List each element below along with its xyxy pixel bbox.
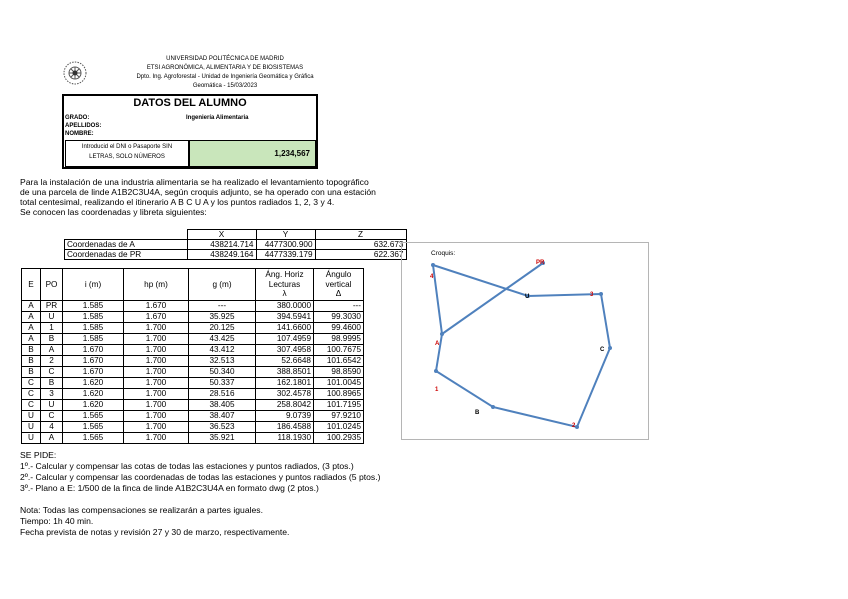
horiz-line-1: Áng. Horiz [265,270,304,280]
coord-x: 438214.714 [187,240,256,250]
col-header-po: PO [41,269,63,301]
coord-label: Coordenadas de PR [65,250,188,260]
cell-station: U [22,422,41,433]
table-row [22,389,364,400]
coord-x: 438249.164 [187,250,256,260]
cell-station: B [22,345,41,356]
note-time: Tiempo: 1h 40 min. [20,516,94,526]
cell-prism-height: 1.700 [124,411,189,422]
horiz-line-3: λ [282,289,287,299]
label-4: 4 [430,274,434,280]
table-row [22,301,364,312]
cell-vertical-angle: 99.3030 [314,312,364,323]
student-data-box [62,94,318,169]
table-row [22,312,364,323]
table-row [22,422,364,433]
cell-instrument-height: 1.585 [63,323,124,334]
survey-table [21,268,364,444]
cell-point: C [41,411,63,422]
col-header-e: E [22,269,41,301]
note-dates: Fecha prevista de notas y revisión 27 y 30 de marzo, respectivamente. [20,527,290,537]
cell-point: 1 [41,323,63,334]
cell-distance: 38.405 [189,400,256,411]
col-header-vertical-angle [314,269,364,301]
cell-prism-height: 1.700 [124,422,189,433]
cell-instrument-height: 1.620 [63,389,124,400]
table-row [22,433,364,444]
cell-instrument-height: 1.565 [63,422,124,433]
label-pr: PR [536,260,545,266]
point-c-marker [608,346,612,350]
vert-line-1: Ángulo [325,270,352,280]
coord-label: Coordenadas de A [65,240,188,250]
cell-vertical-angle: 97.9210 [314,411,364,422]
table-row [22,378,364,389]
cell-point: A [41,345,63,356]
cell-instrument-height: 1.620 [63,378,124,389]
nombre-label: NOMBRE: [65,131,94,137]
col-header-g: g (m) [189,269,256,301]
dni-label-line-1: Introducid el DNI o Pasaporte SIN [81,144,173,150]
task-3: 3º.- Plano a E: 1/500 de la finca de linde A1B2C3U4A en formato dwg (2 ptos.) [20,483,319,493]
table-row [22,323,364,334]
point-3-marker [599,292,603,296]
cell-station: A [22,334,41,345]
cell-point: 2 [41,356,63,367]
cell-vertical-angle: 101.0245 [314,422,364,433]
cell-horizontal-reading: 302.4578 [256,389,314,400]
cell-distance: 43.412 [189,345,256,356]
cell-vertical-angle: 98.9995 [314,334,364,345]
cell-point: B [41,378,63,389]
cell-horizontal-reading: 380.0000 [256,301,314,312]
sketch-drawing [402,243,648,439]
cell-prism-height: 1.670 [124,301,189,312]
cell-station: A [22,312,41,323]
coord-row-pr [65,250,407,260]
table-row [22,400,364,411]
student-data-title: DATOS DEL ALUMNO [133,97,247,109]
intro-line-4: Se conocen las coordenadas y libreta siguientes: [20,207,207,217]
label-b: B [475,410,480,416]
dni-label-line-2: LETRAS, SOLO NÚMEROS [89,154,165,160]
cell-station: A [22,323,41,334]
grado-label: GRADO: [65,115,90,121]
cell-prism-height: 1.700 [124,356,189,367]
cell-distance: 50.340 [189,367,256,378]
task-1: 1º.- Calcular y compensar las cotas de todas las estaciones y puntos radiados, (3 ptos.) [20,461,354,471]
cell-point: U [41,400,63,411]
table-row [22,367,364,378]
cell-point: PR [41,301,63,312]
cell-vertical-angle: 100.7675 [314,345,364,356]
cell-instrument-height: 1.620 [63,400,124,411]
cell-distance: 38.407 [189,411,256,422]
cell-station: C [22,389,41,400]
apellidos-label: APELLIDOS: [65,123,102,129]
note-compensations: Nota: Todas las compensaciones se realizarán a partes iguales. [20,505,263,515]
label-2: 2 [572,423,576,429]
cell-vertical-angle: 101.0045 [314,378,364,389]
cell-station: A [22,301,41,312]
label-c: C [600,347,605,353]
cell-instrument-height: 1.670 [63,345,124,356]
cell-horizontal-reading: 394.5941 [256,312,314,323]
cell-horizontal-reading: 162.1801 [256,378,314,389]
cell-distance: 43.425 [189,334,256,345]
cell-distance: 35.921 [189,433,256,444]
cell-station: U [22,411,41,422]
point-1-marker [434,369,438,373]
university-logo-icon [60,58,90,88]
cell-station: B [22,356,41,367]
cell-distance: 36.523 [189,422,256,433]
dni-input[interactable] [189,140,316,167]
cell-distance: --- [189,301,256,312]
grado-value[interactable]: Ingeniería Alimentaria [186,115,249,121]
cell-prism-height: 1.700 [124,389,189,400]
cell-horizontal-reading: 52.6648 [256,356,314,367]
horiz-line-2: Lecturas [268,279,301,289]
cell-instrument-height: 1.585 [63,334,124,345]
cell-instrument-height: 1.670 [63,367,124,378]
header-course-date: Geomática - 15/03/2023 [192,83,258,89]
cell-vertical-angle: --- [314,301,364,312]
table-row [22,334,364,345]
intro-line-2: de una parcela de linde A1B2C3U4A, según croquis adjunto, se ha operado con una estación [20,187,376,197]
label-u: U [525,294,530,300]
cell-prism-height: 1.700 [124,378,189,389]
sketch-panel [401,242,649,440]
point-4-marker [431,263,435,267]
table-row [22,356,364,367]
cell-point: A [41,433,63,444]
cell-horizontal-reading: 141.6600 [256,323,314,334]
cell-point: B [41,334,63,345]
point-b-marker [491,405,495,409]
cell-horizontal-reading: 107.4959 [256,334,314,345]
cell-instrument-height: 1.585 [63,301,124,312]
cell-prism-height: 1.700 [124,323,189,334]
coord-header-z: Z [315,230,406,240]
label-1: 1 [435,387,439,393]
header-university: UNIVERSIDAD POLITÉCNICA DE MADRID [166,56,284,62]
cell-distance: 28.516 [189,389,256,400]
coord-z: 622.367 [315,250,406,260]
cell-point: 4 [41,422,63,433]
cell-prism-height: 1.700 [124,334,189,345]
cell-distance: 32.513 [189,356,256,367]
cell-horizontal-reading: 186.4588 [256,422,314,433]
coord-row-a [65,240,407,250]
cell-station: C [22,400,41,411]
cell-station: B [22,367,41,378]
coord-y: 4477300.900 [256,240,315,250]
table-row [22,411,364,422]
cell-distance: 20.125 [189,323,256,334]
point-2-marker [575,425,579,429]
point-a-marker [440,332,444,336]
col-header-horizontal-angle [256,269,314,301]
header-school: ETSI AGRONÓMICA, ALIMENTARIA Y DE BIOSISTEMAS [146,65,304,71]
coord-header-x: X [187,230,256,240]
cell-prism-height: 1.700 [124,345,189,356]
task-2: 2º.- Calcular y compensar las coordenadas de todas las estaciones y puntos radiados (5 ptos.) [20,472,381,482]
parcel-boundary [433,265,610,427]
col-header-i: i (m) [63,269,124,301]
cell-prism-height: 1.700 [124,367,189,378]
table-row [22,345,364,356]
cell-distance: 50.337 [189,378,256,389]
coordinates-table [64,229,407,260]
dni-label-cell [65,140,189,167]
cell-distance: 35.925 [189,312,256,323]
coord-z: 632.673 [315,240,406,250]
intro-line-3: total centesimal, realizando el itinerario A B C U A y los puntos radiados 1, 2, 3 y 4. [20,197,335,207]
cell-station: U [22,433,41,444]
coord-y: 4477339.179 [256,250,315,260]
cell-vertical-angle: 100.2935 [314,433,364,444]
cell-point: C [41,367,63,378]
cell-instrument-height: 1.565 [63,411,124,422]
cell-vertical-angle: 101.6542 [314,356,364,367]
cell-horizontal-reading: 258.8042 [256,400,314,411]
dni-value: 1,234,567 [274,149,310,158]
cell-prism-height: 1.670 [124,312,189,323]
cell-prism-height: 1.700 [124,433,189,444]
cell-instrument-height: 1.585 [63,312,124,323]
cell-horizontal-reading: 388.8501 [256,367,314,378]
intro-line-1: Para la instalación de una industria alimentaria se ha realizado el levantamiento topográfico [20,177,369,187]
cell-station: C [22,378,41,389]
col-header-hp: hp (m) [124,269,189,301]
cell-horizontal-reading: 9.0739 [256,411,314,422]
cell-prism-height: 1.700 [124,400,189,411]
cell-instrument-height: 1.565 [63,433,124,444]
label-a: A [435,341,440,347]
sketch-title: Croquis: [431,250,456,257]
vert-line-2: vertical [325,279,352,289]
label-3: 3 [590,292,594,298]
tasks-title: SE PIDE: [20,450,57,460]
cell-point: 3 [41,389,63,400]
cell-vertical-angle: 98.8590 [314,367,364,378]
cell-vertical-angle: 100.8965 [314,389,364,400]
cell-horizontal-reading: 307.4958 [256,345,314,356]
coord-header-y: Y [256,230,315,240]
header-department: Dpto. Ing. Agroforestal - Unidad de Ingeniería Geomática y Gráfica [136,74,314,80]
cell-instrument-height: 1.670 [63,356,124,367]
vert-line-3: Δ [335,289,342,299]
cell-point: U [41,312,63,323]
cell-horizontal-reading: 118.1930 [256,433,314,444]
cell-vertical-angle: 99.4600 [314,323,364,334]
cell-vertical-angle: 101.7195 [314,400,364,411]
